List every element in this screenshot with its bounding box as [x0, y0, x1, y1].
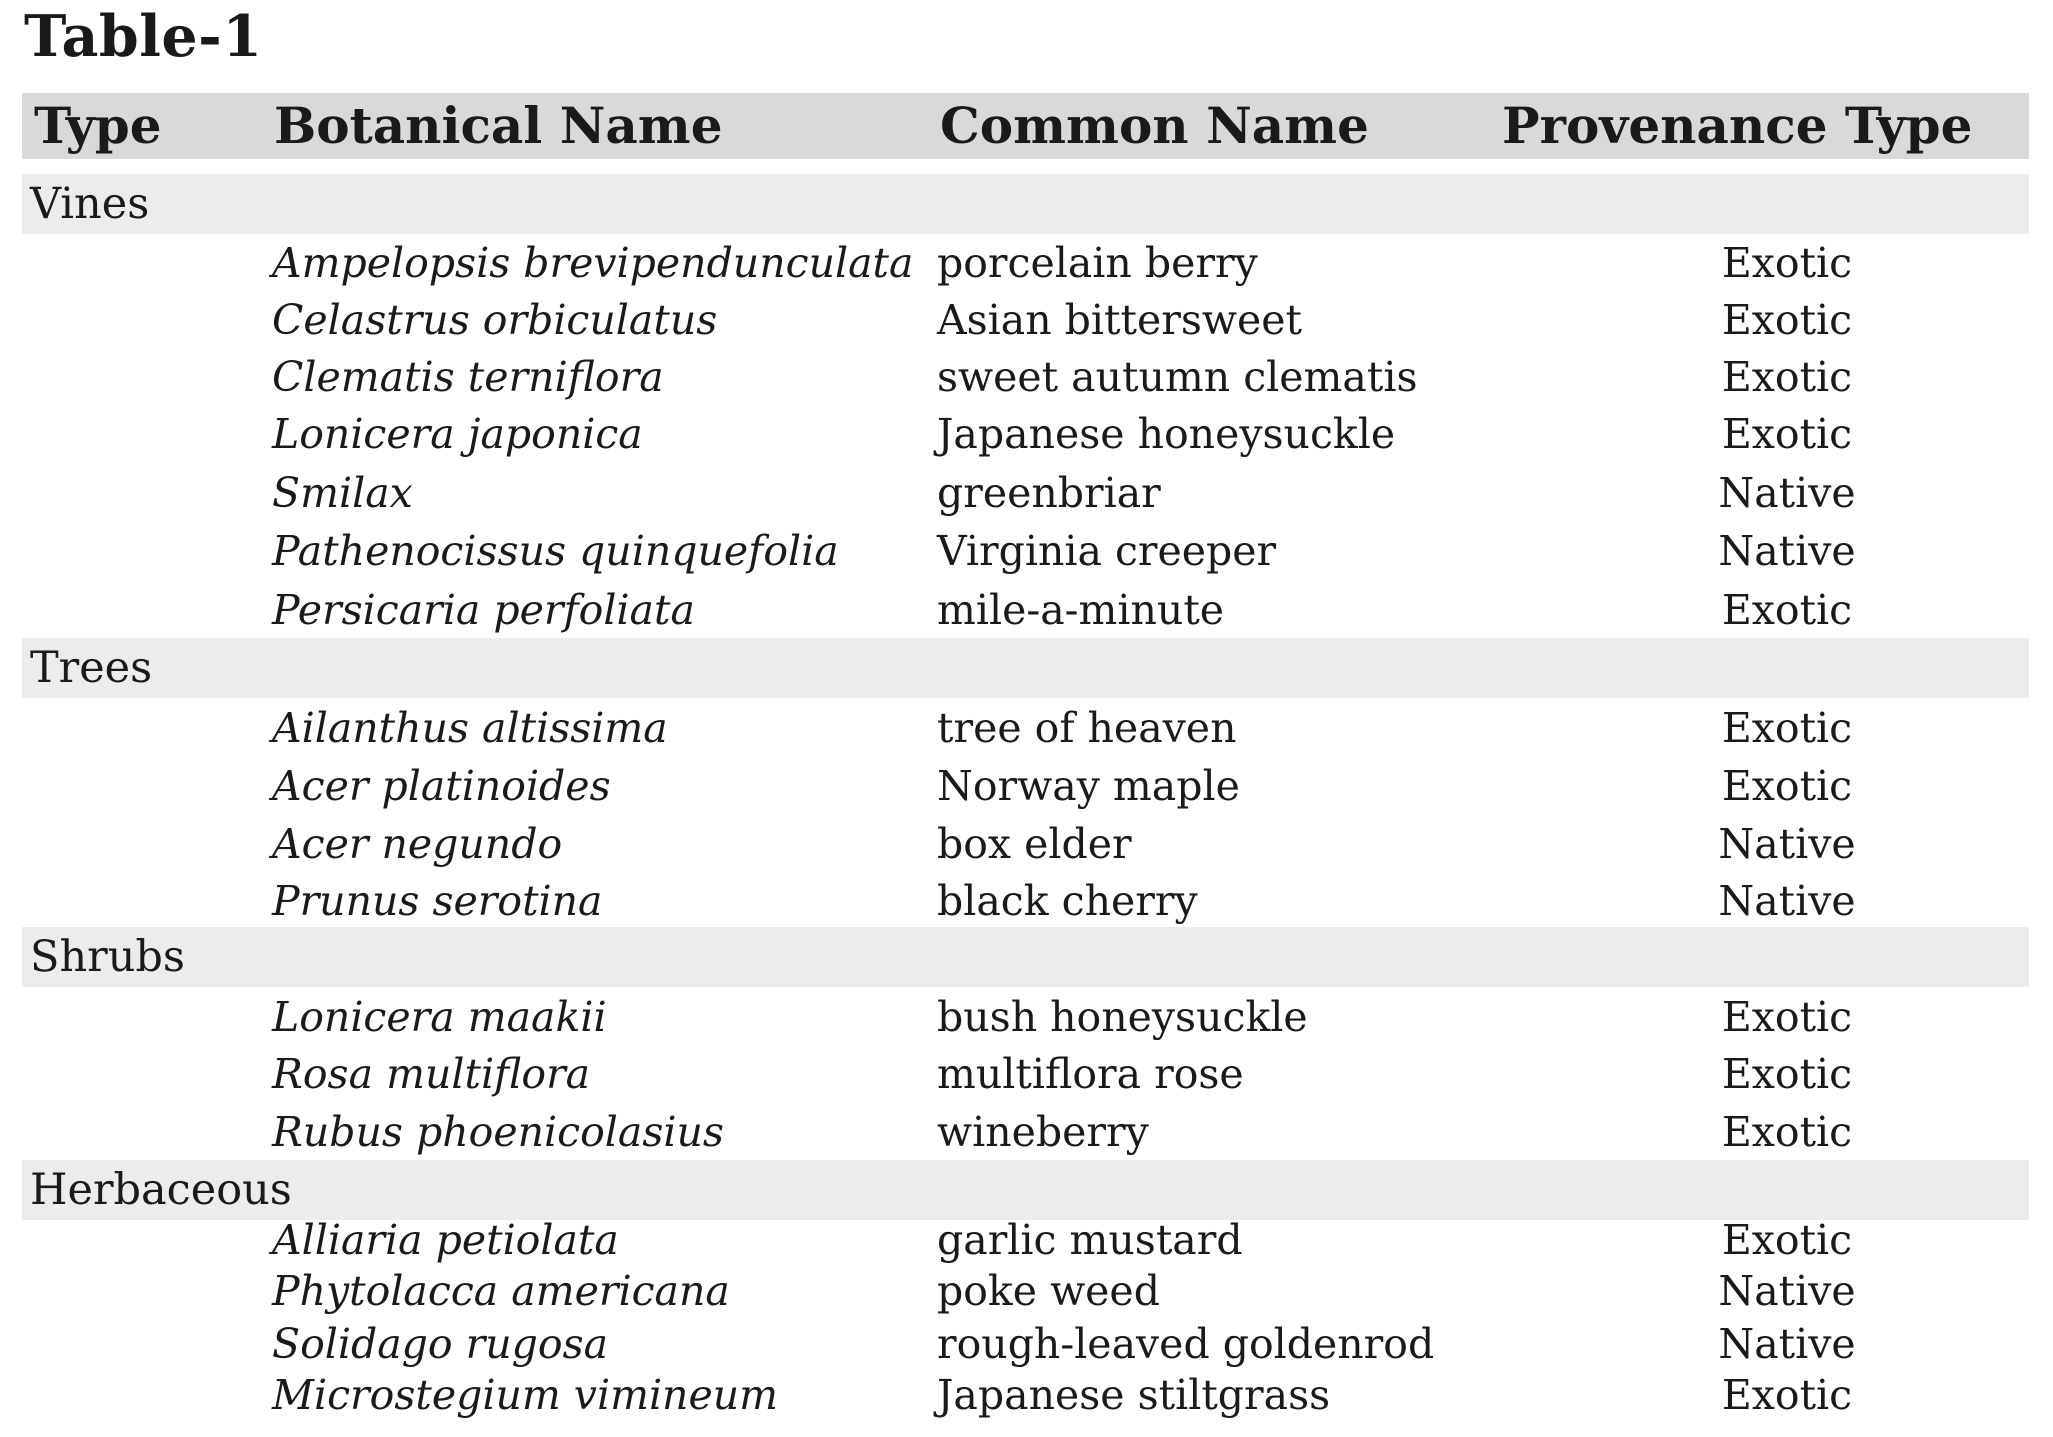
botanical-name-cell: Solidago rugosa — [272, 1320, 609, 1368]
botanical-name-cell: Smilax — [272, 469, 413, 517]
table-row — [22, 989, 2029, 1045]
provenance-cell: Exotic — [1721, 410, 1853, 458]
common-name-cell: box elder — [937, 820, 1132, 868]
common-name-cell: porcelain berry — [937, 239, 1258, 287]
provenance-cell: Exotic — [1721, 239, 1853, 287]
botanical-name-cell: Prunus serotina — [272, 877, 603, 925]
botanical-name-cell: Pathenocissus quinquefolia — [272, 527, 839, 575]
provenance-cell: Exotic — [1721, 1371, 1853, 1419]
table-title: Table-1 — [24, 3, 263, 70]
provenance-cell: Native — [1718, 820, 1856, 868]
botanical-name-cell: Celastrus orbiculatus — [272, 296, 718, 344]
botanical-name-cell: Microstegium vimineum — [272, 1371, 779, 1419]
common-name-cell: Norway maple — [937, 762, 1240, 810]
provenance-cell: Exotic — [1721, 353, 1853, 401]
common-name-cell: rough-leaved goldenrod — [937, 1320, 1435, 1368]
group-label: Vines — [30, 179, 150, 229]
botanical-name-cell: Ampelopsis brevipendunculata — [272, 239, 914, 287]
header-botanical-name: Botanical Name — [274, 96, 723, 155]
provenance-cell: Exotic — [1721, 762, 1853, 810]
table-row — [22, 873, 2029, 929]
common-name-cell: bush honeysuckle — [937, 993, 1308, 1041]
botanical-name-cell: Rubus phoenicolasius — [272, 1108, 724, 1156]
table-row — [22, 1263, 2029, 1319]
botanical-name-cell: Acer platinoides — [272, 762, 611, 810]
provenance-cell: Exotic — [1721, 1050, 1853, 1098]
table-row — [22, 465, 2029, 521]
group-row-vines — [22, 174, 2029, 234]
common-name-cell: black cherry — [937, 877, 1198, 925]
botanical-name-cell: Lonicera japonica — [272, 410, 643, 458]
group-row-herbaceous — [22, 1160, 2029, 1220]
botanical-name-cell: Phytolacca americana — [272, 1267, 730, 1315]
common-name-cell: Japanese stiltgrass — [937, 1371, 1331, 1419]
provenance-cell: Exotic — [1721, 993, 1853, 1041]
group-row-shrubs — [22, 927, 2029, 987]
provenance-cell: Exotic — [1721, 586, 1853, 634]
common-name-cell: mile-a-minute — [937, 586, 1225, 634]
table-row — [22, 235, 2029, 291]
table-row — [22, 582, 2029, 638]
provenance-cell: Native — [1718, 469, 1856, 517]
group-row-trees — [22, 638, 2029, 698]
provenance-cell: Native — [1718, 527, 1856, 575]
botanical-name-cell: Ailanthus altissima — [272, 704, 668, 752]
botanical-name-cell: Clematis terniflora — [272, 353, 664, 401]
table-row — [22, 758, 2029, 814]
provenance-cell: Native — [1718, 1267, 1856, 1315]
provenance-cell: Exotic — [1721, 704, 1853, 752]
provenance-cell: Native — [1718, 1320, 1856, 1368]
table-row — [22, 1212, 2029, 1268]
common-name-cell: tree of heaven — [937, 704, 1237, 752]
common-name-cell: wineberry — [937, 1108, 1149, 1156]
common-name-cell: Japanese honeysuckle — [937, 410, 1396, 458]
provenance-cell: Exotic — [1721, 1108, 1853, 1156]
common-name-cell: greenbriar — [937, 469, 1161, 517]
common-name-cell: Asian bittersweet — [937, 296, 1302, 344]
common-name-cell: poke weed — [937, 1267, 1160, 1315]
table-row — [22, 406, 2029, 462]
table-row — [22, 1316, 2029, 1372]
header-provenance-type: Provenance Type — [1502, 96, 1973, 155]
table-row — [22, 1104, 2029, 1160]
common-name-cell: multiflora rose — [937, 1050, 1244, 1098]
common-name-cell: Virginia creeper — [937, 527, 1277, 575]
header-type: Type — [34, 96, 162, 155]
botanical-name-cell: Rosa multiflora — [272, 1050, 591, 1098]
botanical-name-cell: Acer negundo — [272, 820, 563, 868]
table-row — [22, 816, 2029, 872]
botanical-name-cell: Alliaria petiolata — [272, 1216, 619, 1264]
group-label: Shrubs — [30, 932, 185, 982]
table-row — [22, 349, 2029, 405]
table-header — [22, 93, 2029, 159]
common-name-cell: sweet autumn clematis — [937, 353, 1418, 401]
botanical-name-cell: Persicaria perfoliata — [272, 586, 695, 634]
table-row — [22, 523, 2029, 579]
table-row — [22, 1046, 2029, 1102]
table-row — [22, 292, 2029, 348]
botanical-name-cell: Lonicera maakii — [272, 993, 607, 1041]
provenance-cell: Exotic — [1721, 296, 1853, 344]
table-row — [22, 700, 2029, 756]
provenance-cell: Native — [1718, 877, 1856, 925]
provenance-cell: Exotic — [1721, 1216, 1853, 1264]
header-common-name: Common Name — [940, 96, 1369, 155]
group-label: Herbaceous — [30, 1165, 292, 1215]
table-row — [22, 1367, 2029, 1423]
common-name-cell: garlic mustard — [937, 1216, 1243, 1264]
group-label: Trees — [30, 643, 153, 693]
